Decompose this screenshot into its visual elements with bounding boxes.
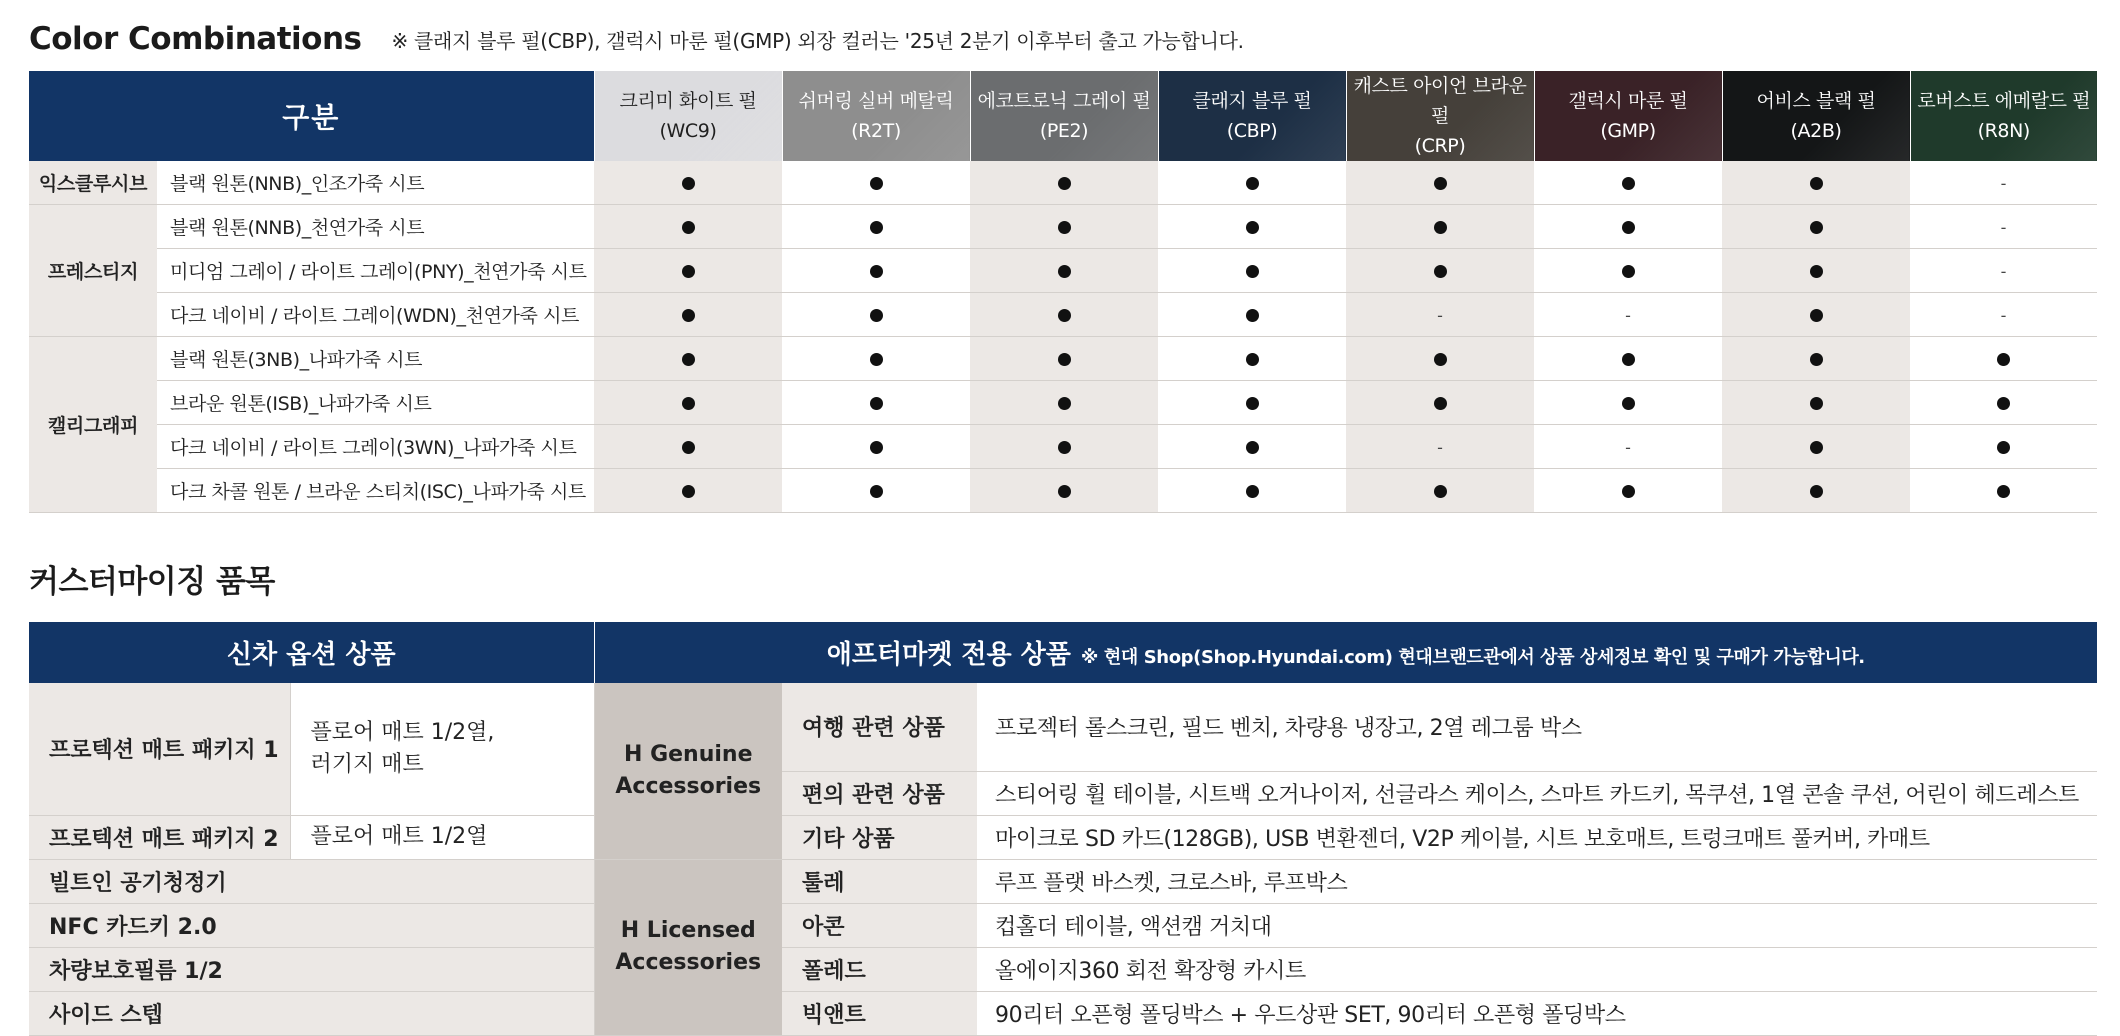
category-name: 폴레드 [782, 947, 977, 991]
seat-name: 블랙 원톤(NNB)_천연가죽 시트 [157, 205, 594, 249]
availability-cell [782, 425, 970, 469]
table-row [29, 381, 2097, 425]
available-dot-icon [1997, 353, 2010, 366]
color-header-wc9 [594, 71, 782, 161]
category-items: 올에이지360 회전 확장형 카시트 [977, 947, 2097, 991]
available-dot-icon [1246, 309, 1259, 322]
seat-name: 미디엄 그레이 / 라이트 그레이(PNY)_천연가죽 시트 [157, 249, 594, 293]
available-dot-icon [1622, 265, 1635, 278]
availability-cell [782, 381, 970, 425]
availability-cell [970, 293, 1158, 337]
availability-cell [1534, 161, 1722, 205]
available-dot-icon [1058, 177, 1071, 190]
available-dot-icon [1246, 397, 1259, 410]
availability-cell [782, 337, 970, 381]
aftermarket-title: 애프터마켓 전용 상품 [826, 640, 1071, 670]
table-row [29, 815, 2097, 859]
option-value-line: 러기지 매트 [310, 751, 424, 777]
available-dot-icon [1810, 485, 1823, 498]
table-row [29, 337, 2097, 381]
available-dot-icon [1058, 397, 1071, 410]
availability-cell [594, 205, 782, 249]
availability-cell [1534, 381, 1722, 425]
available-dot-icon [870, 177, 883, 190]
color-name: 크리미 화이트 펄 [619, 90, 757, 112]
section-title: Color Combinations [29, 21, 362, 57]
category-name: 아콘 [782, 903, 977, 947]
color-table-body [29, 161, 2097, 513]
group-name-line: Accessories [615, 773, 762, 799]
color-header-a2b [1722, 71, 1910, 161]
available-dot-icon [870, 485, 883, 498]
availability-cell [594, 293, 782, 337]
color-code: (PE2) [1039, 120, 1089, 142]
category-name: 기타 상품 [782, 815, 977, 859]
availability-cell [594, 337, 782, 381]
availability-cell [1346, 337, 1534, 381]
available-dot-icon [1810, 177, 1823, 190]
availability-cell [1910, 293, 2097, 337]
availability-cell [1158, 161, 1346, 205]
table-row [29, 249, 2097, 293]
category-items: 루프 플랫 바스켓, 크로스바, 루프박스 [977, 859, 2097, 903]
availability-cell [782, 205, 970, 249]
color-name: 쉬머링 실버 메탈릭 [798, 90, 954, 112]
available-dot-icon [1434, 265, 1447, 278]
availability-cell [594, 469, 782, 513]
availability-cell [1158, 425, 1346, 469]
availability-cell [1910, 249, 2097, 293]
availability-cell [1346, 249, 1534, 293]
availability-cell [1722, 381, 1910, 425]
available-dot-icon [682, 265, 695, 278]
available-dot-icon [1622, 221, 1635, 234]
color-code: (GMP) [1600, 120, 1656, 142]
available-dot-icon [870, 353, 883, 366]
category-name: 빅앤트 [782, 991, 977, 1035]
availability-cell [1158, 337, 1346, 381]
unavailable-mark: - [1437, 305, 1443, 325]
unavailable-mark: - [2000, 173, 2007, 193]
availability-cell [594, 425, 782, 469]
availability-cell [970, 425, 1158, 469]
availability-cell [1534, 337, 1722, 381]
trim-name: 프레스티지 [29, 205, 157, 337]
available-dot-icon [870, 265, 883, 278]
available-dot-icon [682, 441, 695, 454]
option-name: 차량보호필름 1/2 [29, 947, 594, 991]
customizing-table [29, 622, 2097, 1036]
color-code: (A2B) [1790, 120, 1842, 142]
available-dot-icon [1810, 221, 1823, 234]
available-dot-icon [1997, 441, 2010, 454]
availability-cell [1534, 205, 1722, 249]
table-row [29, 425, 2097, 469]
availability-cell [1722, 249, 1910, 293]
color-combination-table [29, 71, 2097, 513]
color-code: (CBP) [1226, 120, 1278, 142]
category-name: 편의 관련 상품 [782, 771, 977, 815]
available-dot-icon [1434, 353, 1447, 366]
availability-cell [1722, 205, 1910, 249]
seat-name: 블랙 원톤(NNB)_인조가죽 시트 [157, 161, 594, 205]
new-car-options-header: 신차 옵션 상품 [29, 622, 594, 683]
seat-name: 다크 차콜 원톤 / 브라운 스티치(ISC)_나파가죽 시트 [157, 469, 594, 513]
available-dot-icon [1434, 221, 1447, 234]
group-name-line: H Genuine [624, 741, 753, 767]
group-h-licensed-accessories [594, 859, 782, 1035]
table-row [29, 991, 2097, 1035]
category-name: 여행 관련 상품 [782, 683, 977, 771]
unavailable-mark: - [1625, 305, 1631, 325]
available-dot-icon [1622, 485, 1635, 498]
available-dot-icon [682, 485, 695, 498]
availability-cell [782, 293, 970, 337]
group-h-genuine-accessories [594, 683, 782, 859]
availability-cell [1722, 337, 1910, 381]
available-dot-icon [682, 177, 695, 190]
available-dot-icon [870, 441, 883, 454]
color-code: (CRP) [1414, 135, 1466, 157]
availability-cell [1158, 469, 1346, 513]
availability-cell [594, 249, 782, 293]
category-items: 스티어링 휠 테이블, 시트백 오거나이저, 선글라스 케이스, 스마트 카드키, 목쿠션, 1열 콘솔 쿠션, 어린이 헤드레스트 [977, 771, 2097, 815]
color-name: 로버스트 에메랄드 펄 [1917, 90, 2091, 112]
availability-cell [1534, 293, 1722, 337]
seat-name: 다크 네이비 / 라이트 그레이(WDN)_천연가죽 시트 [157, 293, 594, 337]
available-dot-icon [1434, 397, 1447, 410]
available-dot-icon [1434, 485, 1447, 498]
unavailable-mark: - [2000, 305, 2007, 325]
available-dot-icon [1246, 265, 1259, 278]
table-row [29, 859, 2097, 903]
available-dot-icon [1622, 177, 1635, 190]
aftermarket-note: ※ 현대 Shop(Shop.Hyundai.com) 현대브랜드관에서 상품 상세정보 확인 및 구매가 가능합니다. [1080, 647, 1865, 668]
seat-name: 블랙 원톤(3NB)_나파가죽 시트 [157, 337, 594, 381]
available-dot-icon [1622, 397, 1635, 410]
available-dot-icon [1246, 177, 1259, 190]
available-dot-icon [682, 309, 695, 322]
availability-cell [970, 249, 1158, 293]
available-dot-icon [1997, 485, 2010, 498]
customizing-title: 커스터마이징 품목 [29, 564, 275, 600]
available-dot-icon [1246, 221, 1259, 234]
color-name: 캐스트 아이언 브라운 펄 [1353, 75, 1527, 127]
category-items: 프로젝터 롤스크린, 필드 벤치, 차량용 냉장고, 2열 레그룸 박스 [977, 683, 2097, 771]
unavailable-mark: - [2000, 217, 2007, 237]
trim-name: 캘리그래피 [29, 337, 157, 513]
color-header-crp [1346, 71, 1534, 161]
table-row [29, 947, 2097, 991]
category-name: 툴레 [782, 859, 977, 903]
category-items: 마이크로 SD 카드(128GB), USB 변환젠더, V2P 케이블, 시트 보호매트, 트렁크매트 풀커버, 카매트 [977, 815, 2097, 859]
availability-cell [1910, 205, 2097, 249]
availability-cell [1346, 293, 1534, 337]
table-row [29, 161, 2097, 205]
color-name: 갤럭시 마룬 펄 [1568, 90, 1688, 112]
color-code: (WC9) [659, 120, 717, 142]
option-value [290, 683, 594, 815]
available-dot-icon [1058, 265, 1071, 278]
color-header-cbp [1158, 71, 1346, 161]
available-dot-icon [682, 397, 695, 410]
color-header-pe2 [970, 71, 1158, 161]
available-dot-icon [1997, 397, 2010, 410]
color-name: 클래지 블루 펄 [1192, 90, 1312, 112]
availability-cell [1910, 337, 2097, 381]
available-dot-icon [1810, 309, 1823, 322]
available-dot-icon [1434, 177, 1447, 190]
availability-cell [1910, 381, 2097, 425]
title-row [29, 14, 1244, 64]
color-name: 에코트로닉 그레이 펄 [977, 90, 1151, 112]
unavailable-mark: - [1625, 437, 1631, 457]
availability-cell [594, 161, 782, 205]
available-dot-icon [1058, 353, 1071, 366]
available-dot-icon [1058, 221, 1071, 234]
color-header-r8n [1910, 71, 2097, 161]
seat-name: 다크 네이비 / 라이트 그레이(3WN)_나파가죽 시트 [157, 425, 594, 469]
availability-cell [1158, 293, 1346, 337]
trim-name: 익스클루시브 [29, 161, 157, 205]
availability-cell [1346, 161, 1534, 205]
option-value-line: 플로어 매트 1/2열 [310, 824, 488, 849]
availability-cell [782, 249, 970, 293]
category-items: 컵홀더 테이블, 액션캠 거치대 [977, 903, 2097, 947]
color-code: (R8N) [1977, 120, 2030, 142]
color-header-r2t [782, 71, 970, 161]
availability-cell [1158, 205, 1346, 249]
option-name: 프로텍션 매트 패키지 1 [29, 683, 290, 815]
availability-cell [1722, 293, 1910, 337]
available-dot-icon [1246, 353, 1259, 366]
available-dot-icon [1810, 397, 1823, 410]
availability-cell [1722, 161, 1910, 205]
availability-cell [1158, 381, 1346, 425]
available-dot-icon [1810, 353, 1823, 366]
availability-cell [1346, 381, 1534, 425]
option-name: 빌트인 공기청정기 [29, 859, 594, 903]
available-dot-icon [1810, 441, 1823, 454]
table-row [29, 469, 2097, 513]
color-header-gmp [1534, 71, 1722, 161]
availability-cell [1534, 469, 1722, 513]
aftermarket-header [594, 622, 2097, 683]
seat-name: 브라운 원톤(ISB)_나파가죽 시트 [157, 381, 594, 425]
available-dot-icon [682, 221, 695, 234]
availability-cell [782, 161, 970, 205]
availability-cell [1534, 249, 1722, 293]
available-dot-icon [1622, 353, 1635, 366]
available-dot-icon [1058, 485, 1071, 498]
unavailable-mark: - [1437, 437, 1443, 457]
color-code: (R2T) [851, 120, 901, 142]
option-value [290, 815, 594, 859]
availability-cell [1346, 469, 1534, 513]
availability-cell [1910, 425, 2097, 469]
available-dot-icon [1058, 441, 1071, 454]
table-row [29, 903, 2097, 947]
availability-cell [1722, 425, 1910, 469]
available-dot-icon [870, 397, 883, 410]
color-name: 어비스 블랙 펄 [1756, 90, 1876, 112]
option-name: 사이드 스텝 [29, 991, 594, 1035]
availability-cell [1722, 469, 1910, 513]
availability-cell [1534, 425, 1722, 469]
availability-cell [970, 381, 1158, 425]
availability-cell [1158, 249, 1346, 293]
available-dot-icon [682, 353, 695, 366]
available-dot-icon [1246, 485, 1259, 498]
group-name-line: Accessories [615, 950, 762, 975]
available-dot-icon [1246, 441, 1259, 454]
table-row [29, 205, 2097, 249]
availability-cell [1910, 161, 2097, 205]
availability-note: ※ 클래지 블루 펄(CBP), 갤럭시 마룬 펄(GMP) 외장 컬러는 '25년 2분기 이후부터 출고 가능합니다. [391, 28, 1244, 53]
available-dot-icon [1058, 309, 1071, 322]
table-row [29, 683, 2097, 771]
availability-cell [594, 381, 782, 425]
available-dot-icon [870, 221, 883, 234]
availability-cell [1910, 469, 2097, 513]
availability-cell [970, 205, 1158, 249]
availability-cell [970, 161, 1158, 205]
group-name-line: H Licensed [620, 918, 756, 943]
category-items: 90리터 오픈형 폴딩박스 + 우드상판 SET, 90리터 오픈형 폴딩박스 [977, 991, 2097, 1035]
option-value-line: 플로어 매트 1/2열, [310, 719, 495, 745]
category-header: 구분 [29, 71, 594, 161]
availability-cell [970, 469, 1158, 513]
availability-cell [1346, 425, 1534, 469]
availability-cell [782, 469, 970, 513]
availability-cell [970, 337, 1158, 381]
option-name: NFC 카드키 2.0 [29, 903, 594, 947]
customizing-table-body [29, 683, 2097, 1035]
available-dot-icon [870, 309, 883, 322]
available-dot-icon [1810, 265, 1823, 278]
availability-cell [1346, 205, 1534, 249]
option-name: 프로텍션 매트 패키지 2 [29, 815, 290, 859]
table-row [29, 293, 2097, 337]
unavailable-mark: - [2000, 261, 2007, 281]
